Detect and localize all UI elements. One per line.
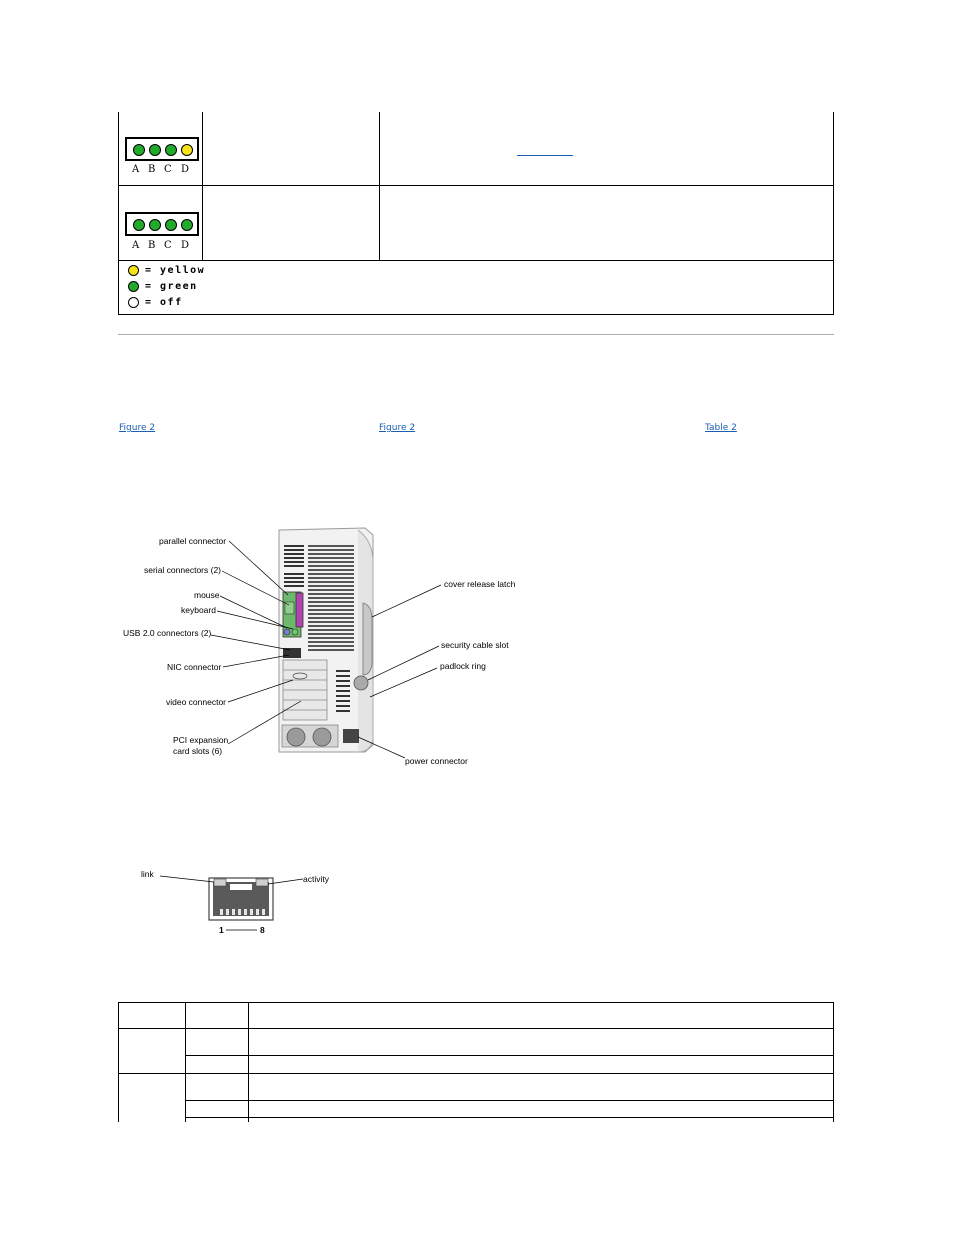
table-border	[118, 185, 834, 186]
table-border	[118, 112, 119, 315]
yellow-led-icon	[128, 265, 139, 276]
led-letter: D	[181, 164, 190, 175]
table-border	[118, 314, 834, 315]
usb-connectors-label: USB 2.0 connectors (2)	[123, 628, 212, 638]
figure-2-link[interactable]: Figure 2	[119, 423, 156, 433]
nic-connector-label: NIC connector	[167, 662, 222, 672]
led-letter: A	[132, 164, 140, 175]
video-connector-label: video connector	[166, 697, 227, 707]
parallel-connector-label: parallel connector	[159, 536, 227, 546]
table-border	[118, 1028, 834, 1029]
table-border	[118, 1073, 834, 1074]
table-border	[118, 260, 834, 261]
pci-card-slots-label: card slots (6)	[173, 746, 223, 756]
table-border	[185, 1055, 834, 1056]
led-d-yellow-icon	[181, 144, 193, 156]
table-border	[833, 112, 834, 315]
legend-label: = yellow	[145, 265, 206, 276]
legend-label: = off	[145, 297, 183, 308]
section-divider	[118, 334, 834, 335]
led-a-green-icon	[133, 144, 145, 156]
table-border	[379, 112, 380, 260]
diagnostic-led-panel	[125, 212, 199, 236]
green-led-icon	[128, 281, 139, 292]
led-letter: C	[164, 240, 172, 251]
padlock-ring-label: padlock ring	[440, 661, 486, 671]
serial-connectors-label: serial connectors (2)	[144, 565, 222, 575]
pin-8-label: 8	[260, 925, 265, 935]
pin-1-label: 1	[219, 925, 224, 935]
table-border	[185, 1002, 186, 1122]
table-border	[202, 112, 203, 260]
led-b-green-icon	[149, 144, 161, 156]
cover-release-latch-label: cover release latch	[444, 579, 516, 589]
off-led-icon	[128, 297, 139, 308]
keyboard-label: keyboard	[181, 605, 216, 615]
table-border	[833, 1002, 834, 1122]
led-d-green-icon	[181, 219, 193, 231]
led-letter: B	[148, 164, 156, 175]
led-letter: A	[132, 240, 140, 251]
table-border	[185, 1117, 834, 1118]
table-border	[118, 1002, 834, 1003]
led-letter: B	[148, 240, 156, 251]
power-connector-label: power connector	[405, 756, 468, 766]
link-led-label: link	[141, 869, 154, 879]
led-letter: C	[164, 164, 172, 175]
led-b-green-icon	[149, 219, 161, 231]
led-a-green-icon	[133, 219, 145, 231]
table-border	[118, 1002, 119, 1122]
pci-expansion-label: PCI expansion	[173, 735, 229, 745]
table-border	[248, 1002, 249, 1122]
led-c-green-icon	[165, 144, 177, 156]
activity-led-label: activity	[303, 874, 329, 884]
mouse-label: mouse	[194, 590, 220, 600]
table-border	[185, 1100, 834, 1101]
led-c-green-icon	[165, 219, 177, 231]
legend-label: = green	[145, 281, 198, 292]
security-cable-slot-label: security cable slot	[441, 640, 509, 650]
table-2-link[interactable]: Table 2	[705, 423, 737, 433]
led-letter: D	[181, 240, 190, 251]
figure-2-link[interactable]: Figure 2	[379, 423, 416, 433]
row-link[interactable]	[517, 145, 573, 156]
diagnostic-led-panel	[125, 137, 199, 161]
